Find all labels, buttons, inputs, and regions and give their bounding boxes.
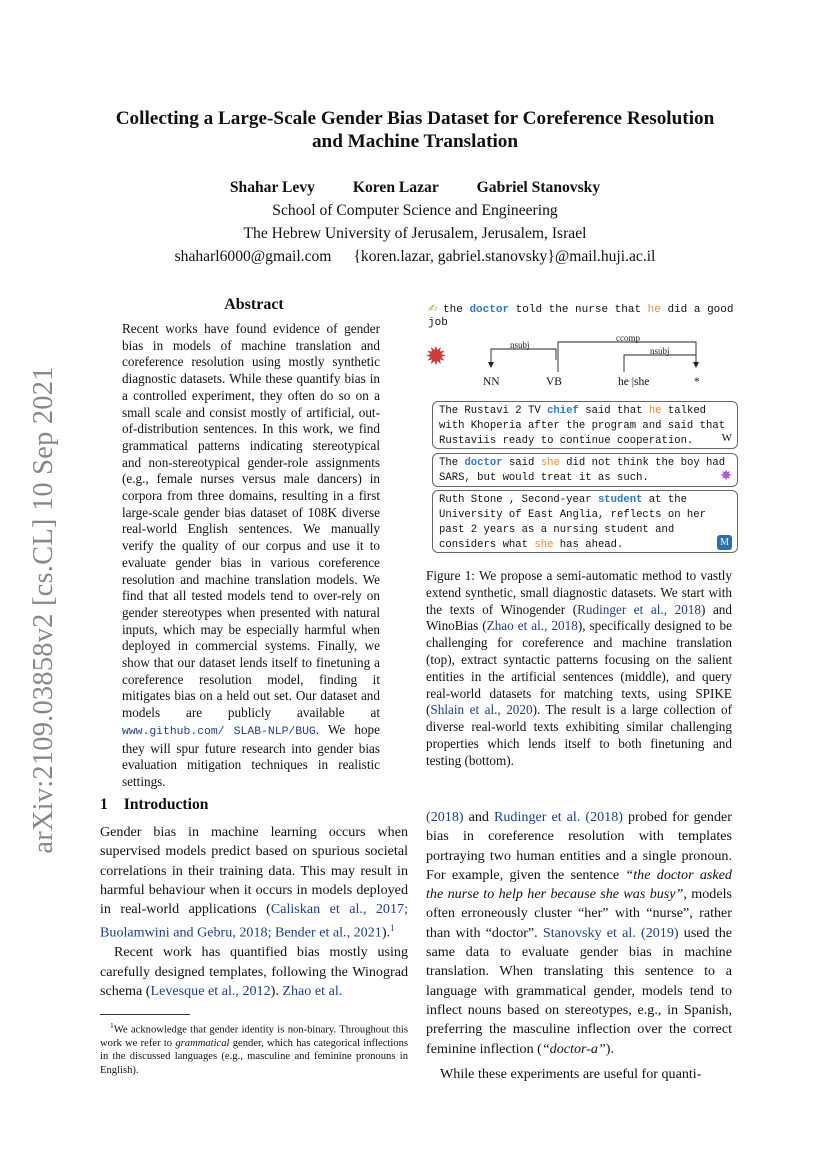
- pos-tag: he |she: [618, 376, 650, 388]
- dep-label: ccomp: [616, 336, 640, 343]
- pos-tag: NN: [483, 376, 500, 388]
- citation-link[interactable]: Zhao et al., 2018: [486, 618, 578, 634]
- dep-arc: [624, 355, 696, 372]
- citation-link[interactable]: Levesque et al., 2012: [150, 983, 271, 1000]
- figure-caption: Figure 1: We propose a semi-automatic method to vastly extend synthetic, small diagnostic datasets. We start with the texts of Winogender (Rudinger et al., 2018) and WinoBias (Zhao et al., 2018), specifically designed to be challenging for coreference and machine translation (top), extract syntactic patterns focusing on the salient entities in the artificial sentences (middle), and query real-world datasets for matching texts, using SPIKE (Shlain et al., 2020). The result is a large collection of diverse real-world texts exhibiting similar challenging properties which lends itself to both finetuning and testing (bottom).: [426, 568, 732, 768]
- citation-link[interactable]: Rudinger et al.: [493, 809, 581, 825]
- dep-label: nsubj: [510, 340, 530, 350]
- citation-link[interactable]: Zhao et al.: [282, 983, 343, 1000]
- dep-arc: [491, 349, 556, 364]
- citation-link[interactable]: Rudinger et al., 2018: [577, 601, 701, 617]
- pos-tag: VB: [546, 376, 562, 388]
- section-heading: 1 Introduction: [100, 796, 209, 813]
- figure-template-sentence: ✍ the doctor told the nurse that he did a good job: [428, 300, 734, 329]
- dep-label: nsubj: [650, 346, 670, 356]
- emails: shaharl6000@gmail.com {koren.lazar, gabriel.stanovsky}@mail.huji.ac.il: [174, 248, 656, 265]
- citation-link[interactable]: Shlain et al., 2020: [430, 702, 533, 718]
- affiliation: The Hebrew University of Jerusalem, Jerusalem, Israel: [243, 225, 587, 242]
- author-block: [95, 176, 735, 268]
- footnote-rule: [100, 1014, 190, 1015]
- arxiv-identifier: arXiv:2109.03858v2 [cs.CL] 10 Sep 2021: [28, 366, 59, 854]
- example-box-pubmed: Ruth Stone , Second-year student at the University of East Anglia, reflects on her past 2 years as a nursing student and considers what she has ahead. M: [432, 490, 738, 553]
- citation-link[interactable]: (2018): [580, 809, 623, 825]
- citation-link[interactable]: (2018): [426, 809, 464, 825]
- footnote-ref[interactable]: 1: [390, 923, 395, 934]
- wikipedia-icon: W: [721, 432, 732, 444]
- arrowhead: [488, 362, 494, 368]
- footnote: $^1$We acknowledge that gender identity is non-binary. Throughout this work we refer to grammatical gender, which has categorical inflections in the discussed languages (e.g., masculine and feminine pronouns in English).: [100, 1021, 408, 1076]
- arrowhead: [693, 362, 699, 368]
- example-box-covid: The doctor said she did not think the boy had SARS, but would treat it as such. ✸: [432, 453, 738, 487]
- intro-text: Gender bias in machine learning occurs when supervised models predict based on spurious societal correlations in their training data. This may result in harmful behaviour when it occurs in models deployed in real-world applications (Caliskan et al., 2017; Buolamwini and Gebru, 2018; Bender et al., 2021).$^1$ Recent work has quantified bias mostly using carefully designed templates, following the Winograd schema (Levesque et al., 2012). Zhao et al.: [100, 824, 408, 1000]
- abstract-text: Recent works have found evidence of gender bias in models of machine translation and coreference resolution using mostly synthetic diagnostic datasets. While these quantify bias in a controlled experiment, they often do so on a small scale and consist mostly of artificial, out-of-distribution sentences. In this work, we find grammatical patterns indicating stereotypical and non-stereotypical gender-role assignments (e.g., female nurses versus male dancers) in corpora from three domains, resulting in a first large-scale gender bias dataset of 108K diverse real-world English sentences. We manually verify the quality of our corpus and use it to evaluate gender bias in various coreference resolution and machine translation models. We find that all tested models tend to over-rely on gender stereotypes when presented with natural inputs, which may be especially harmful when deployed in commercial systems. Finally, we show that our dataset lends itself to finetuning a coreference resolution model, finding it mitigates bias on a held out set. Our dataset and models are publicly available at www.github.com/ SLAB-NLP/BUG. We hope they will spur future research into gender bias evaluation mitigation techniques in realistic settings.: [122, 321, 381, 789]
- repo-link[interactable]: SLAB-NLP/BUG: [233, 725, 316, 738]
- example-box-wikipedia: The Rustavi 2 TV chief said that he talked with Khoperia after the program and said that Rustaviis ready to continue cooperation. W: [432, 401, 738, 449]
- virus-icon: ✸: [720, 469, 732, 484]
- citation-link[interactable]: Caliskan et al., 2017; Buolamwini and Gebru, 2018; Bender et al., 2021: [100, 901, 408, 942]
- repo-link[interactable]: www.github.com/: [122, 725, 225, 738]
- citation-link[interactable]: Stanovsky et al. (2019): [542, 924, 679, 941]
- spike-logo-icon: ✹: [425, 342, 447, 371]
- author-name: Gabriel Stanovsky: [476, 179, 601, 196]
- pen-icon: ✍: [428, 300, 438, 317]
- pubmed-icon: M: [717, 535, 732, 550]
- right-column-text: (2018) and Rudinger et al. (2018) probed for gender bias in coreference resolution with templates portraying two human entities and a single pronoun. For example, given the sentence “the doctor asked the nurse to help her because she was busy”, models often erroneously cluster “her” with “nurse”, rather than with “doctor”. Stanovsky et al. (2019) used the same data to evaluate gender bias in machine translation. When translating this sentence to a language with grammatical gender, models tend to inflect nouns based on stereotypes, e.g., in Spanish, preferring the masculine inflection over the correct feminine inflection (“doctor-a”). While these experiments are useful for quanti-: [426, 809, 732, 1082]
- abstract-heading: Abstract: [224, 296, 284, 313]
- author-name: Koren Lazar: [352, 179, 439, 196]
- dependency-pattern: [428, 336, 728, 394]
- pos-tag: *: [694, 376, 700, 388]
- paper-title: Collecting a Large-Scale Gender Bias Dataset for Coreference Resolution and Machine Translation: [115, 108, 715, 152]
- affiliation: School of Computer Science and Engineering: [272, 202, 558, 219]
- author-name: Shahar Levy: [229, 179, 315, 196]
- dep-arc: [558, 342, 696, 372]
